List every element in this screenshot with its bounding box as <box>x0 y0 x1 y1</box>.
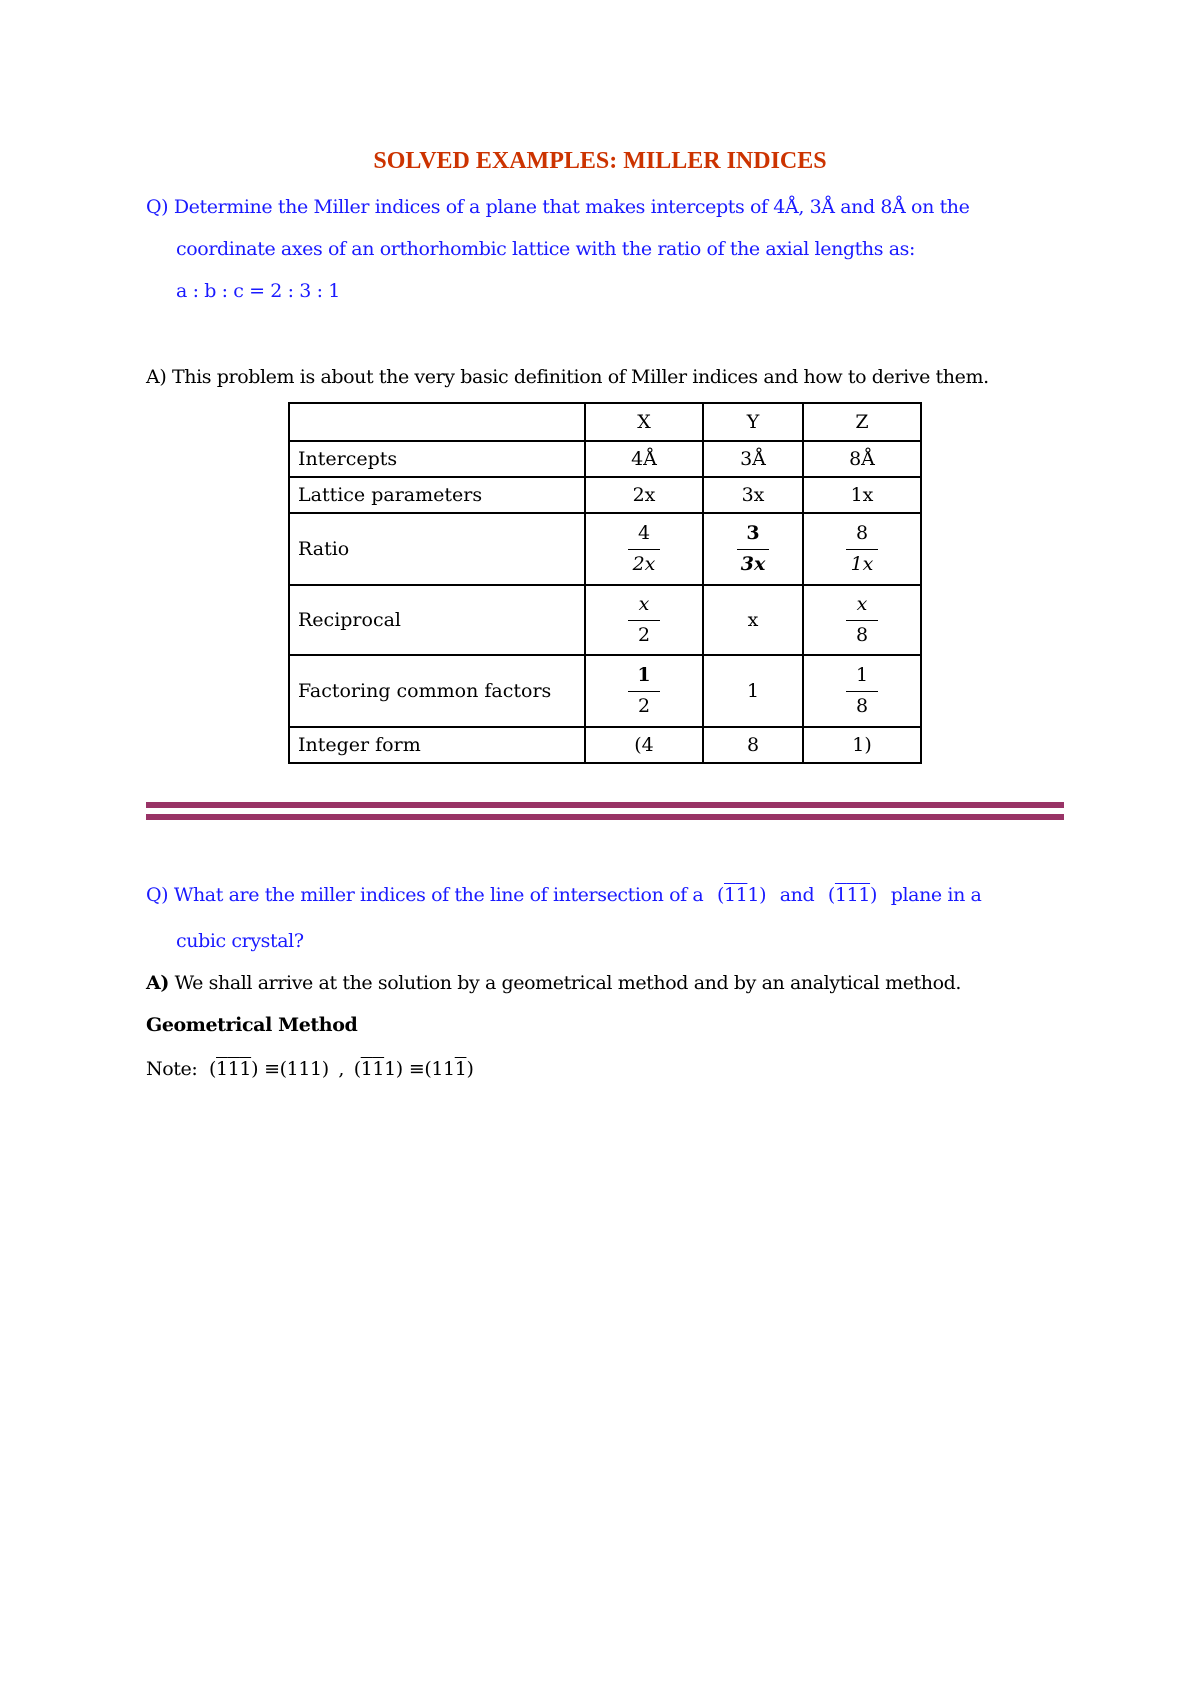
numerator: 4 <box>637 521 651 544</box>
note-eq-1-lhs: (111) <box>209 1058 259 1080</box>
fraction <box>846 521 878 575</box>
cell-z <box>803 585 921 655</box>
numerator: x <box>638 592 650 615</box>
equiv-symbol: ≡ <box>264 1058 280 1080</box>
separator: , <box>338 1058 345 1080</box>
index-l: 1 <box>747 884 760 906</box>
denominator: 8 <box>855 623 869 646</box>
index-l-bar: 1 <box>858 884 871 906</box>
answer-2 <box>146 972 961 994</box>
plane-2-notation <box>828 884 877 906</box>
table-row <box>289 441 921 477</box>
cell-x: (4 <box>585 727 703 763</box>
table-row <box>289 727 921 763</box>
cell-y: x <box>703 585 803 655</box>
cell-x: 4Å <box>585 441 703 477</box>
fraction <box>628 663 660 717</box>
table-row <box>289 477 921 513</box>
note-label: Note: <box>146 1058 198 1080</box>
question-1-ratio: a : b : c = 2 : 3 : 1 <box>176 280 340 302</box>
note-eq-2-rhs: (111) <box>424 1058 474 1080</box>
cell-x <box>585 513 703 585</box>
cell-z: 8Å <box>803 441 921 477</box>
cell-z <box>803 513 921 585</box>
numerator: 3 <box>746 521 760 544</box>
cell-y: 3x <box>703 477 803 513</box>
question-1-line-1: Q) Determine the Miller indices of a plane that makes intercepts of 4Å, 3Å and 8Å on the <box>146 196 970 218</box>
row-label: Reciprocal <box>289 585 585 655</box>
index-h-bar: 1 <box>723 884 736 906</box>
denominator: 3x <box>740 552 766 575</box>
index-k-bar: 1 <box>846 884 859 906</box>
cell-y: 3Å <box>703 441 803 477</box>
numerator: 1 <box>855 663 869 686</box>
fraction-bar <box>628 620 660 621</box>
equiv-symbol: ≡ <box>408 1058 425 1080</box>
fraction <box>846 592 878 646</box>
note-line <box>146 1058 473 1080</box>
table-header-row <box>289 403 921 441</box>
fraction-bar <box>846 691 878 692</box>
header-z: Z <box>803 403 921 441</box>
table-row <box>289 655 921 727</box>
index-k-bar: 1 <box>735 884 748 906</box>
cell-y <box>703 513 803 585</box>
row-label: Ratio <box>289 513 585 585</box>
section-heading: Geometrical Method <box>146 1014 358 1036</box>
denominator: 1x <box>850 552 874 575</box>
denominator: 2x <box>632 552 656 575</box>
paren-open: ( <box>716 884 724 906</box>
question-2-text-end: plane in a <box>890 884 982 906</box>
fraction-bar <box>846 620 878 621</box>
cell-y: 8 <box>703 727 803 763</box>
fraction <box>846 663 878 717</box>
header-y: Y <box>703 403 803 441</box>
cell-x: 2x <box>585 477 703 513</box>
fraction-bar <box>628 549 660 550</box>
answer-2-prefix: A) <box>146 972 169 994</box>
cell-x <box>585 585 703 655</box>
question-2-line-1 <box>146 884 981 906</box>
question-2-line-2: cubic crystal? <box>176 930 304 952</box>
table-corner-cell <box>289 403 585 441</box>
index-h-bar: 1 <box>834 884 847 906</box>
page-title: SOLVED EXAMPLES: MILLER INDICES <box>373 148 827 174</box>
row-label: Lattice parameters <box>289 477 585 513</box>
numerator: 8 <box>855 521 869 544</box>
denominator: 2 <box>637 694 651 717</box>
cell-z: 1x <box>803 477 921 513</box>
denominator: 2 <box>637 623 651 646</box>
paren-close: ) <box>870 884 878 906</box>
fraction <box>628 592 660 646</box>
plane-1-notation <box>717 884 766 906</box>
fraction-bar <box>737 549 769 550</box>
paren-open: ( <box>827 884 835 906</box>
numerator: 1 <box>637 663 651 686</box>
cell-y: 1 <box>703 655 803 727</box>
section-divider-top <box>146 802 1064 808</box>
section-divider-bottom <box>146 814 1064 820</box>
paren-close: ) <box>759 884 767 906</box>
cell-z: 1) <box>803 727 921 763</box>
and-text: and <box>779 884 815 906</box>
fraction-bar <box>628 691 660 692</box>
fraction <box>628 521 660 575</box>
miller-indices-table <box>288 402 922 764</box>
answer-2-text: We shall arrive at the solution by a geometrical method and by an analytical method. <box>174 972 962 994</box>
denominator: 8 <box>855 694 869 717</box>
note-eq-1-rhs: (111) <box>279 1058 329 1080</box>
cell-z <box>803 655 921 727</box>
question-2-text: Q) What are the miller indices of the line of intersection of a <box>146 884 704 906</box>
table-row <box>289 513 921 585</box>
row-label: Intercepts <box>289 441 585 477</box>
row-label: Integer form <box>289 727 585 763</box>
fraction <box>737 521 770 575</box>
header-x: X <box>585 403 703 441</box>
cell-x <box>585 655 703 727</box>
answer-1: A) This problem is about the very basic definition of Miller indices and how to derive them. <box>146 366 989 388</box>
question-1-line-2: coordinate axes of an orthorhombic lattice with the ratio of the axial lengths as: <box>176 238 916 260</box>
note-eq-2-lhs: (111) <box>353 1058 403 1080</box>
row-label: Factoring common factors <box>289 655 585 727</box>
table-row <box>289 585 921 655</box>
fraction-bar <box>846 549 878 550</box>
numerator: x <box>856 592 868 615</box>
